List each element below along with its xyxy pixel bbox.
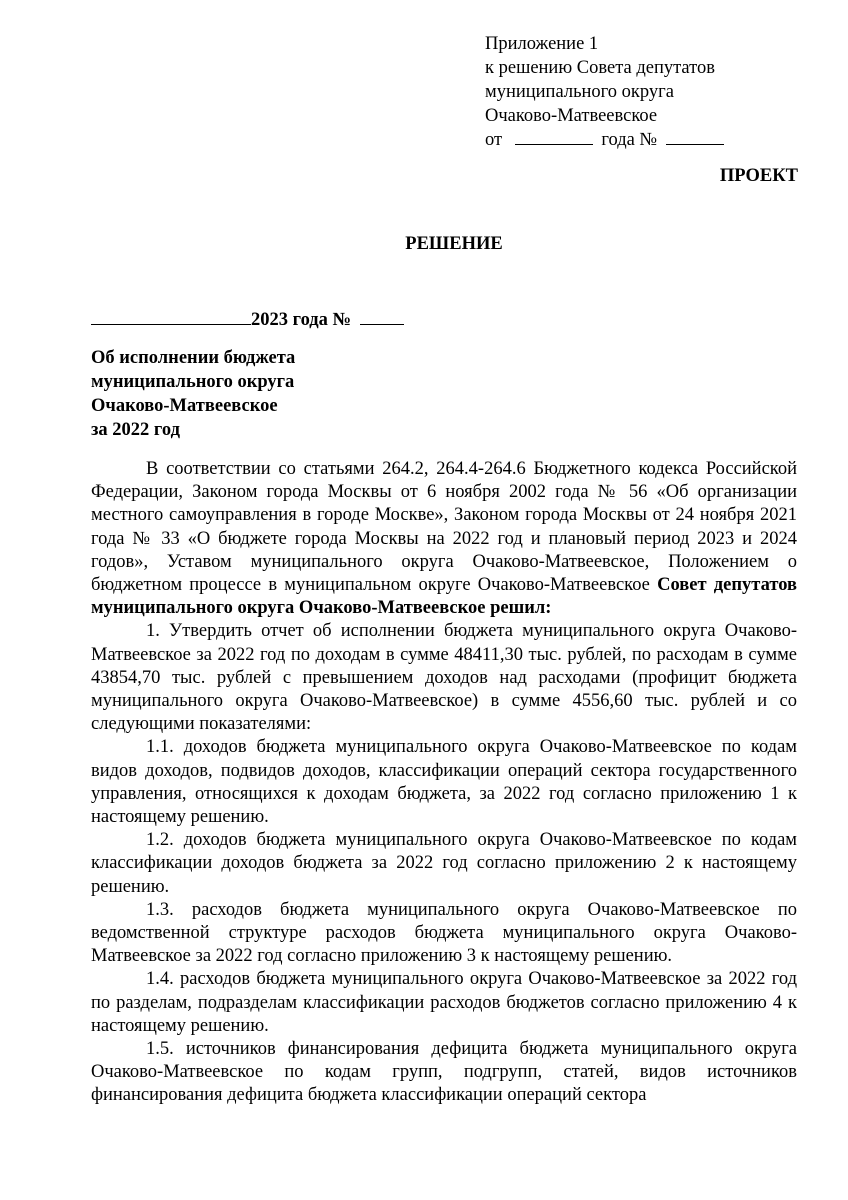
appendix-line-4: Очаково-Матвеевское [485,106,658,126]
preamble-paragraph [91,458,797,620]
appendix-line-3: муниципального округа [485,82,674,102]
item-1-4: 1.4. расходов бюджета муниципального округа Очаково-Матвеевское за 2022 год по разделам, подразделам классификации расходов бюджетов согласно приложению 4 к настоящему решению. [91,969,797,1036]
item-1-3: 1.3. расходов бюджета муниципального округа Очаково-Матвеевское по ведомственной структуре расходов бюджета муниципального округа Очаково-Матвеевское за 2022 год согласно приложению 3 к настоящему решению. [91,899,797,967]
decision-body [91,458,797,1108]
decision-date-line [91,308,404,331]
number-blank [666,128,724,145]
subject-line-4: за 2022 год [91,420,180,440]
subject-line-3: Очаково-Матвеевское [91,396,278,416]
appendix-date-line [485,128,724,152]
preamble-text: В соответствии со статьями 264.2, 264.4-264.6 Бюджетного кодекса Российской Федерации, Законом города Москвы от 6 ноября 2002 года № 56 «Об организации местного самоуправления в городе Москве», Законом города Москвы от 24 ноября 2021 года № 33 «О бюджете города Москвы на 2022 год и плановый период 2023 и 2024 годов», Уставом муниципального округа Очаково-Матвеевское, Положением о бюджетном процессе в муниципальном округе Очаково-Матвеевское [91,459,797,596]
preamble-bold-text: Совет депутатов муниципального округа Очаково-Матвеевское решил: [91,575,797,619]
item-1: 1. Утвердить отчет об исполнении бюджета муниципального округа Очаково-Матвеевское за 2022 год по доходам в сумме 48411,30 тыс. рублей, по расходам в сумме 43854,70 тыс. рублей с превышением доходов над расходами (профицит бюджета муниципального округа Очаково-Матвеевское) в сумме 4556,60 тыс. рублей и со следующими показателями: [91,621,797,735]
appendix-header [485,32,724,152]
item-1-1: 1.1. доходов бюджета муниципального округа Очаково-Матвеевское по кодам видов доходов, подвидов доходов, классификации операций сектора государственного управления, относящихся к доходам бюджета, за 2022 год согласно приложению 1 к настоящему решению. [91,737,797,828]
decision-date-blank [91,308,251,325]
status-label: ПРОЕКТ [719,166,798,186]
appendix-line-2: к решению Совета депутатов [485,58,715,78]
appendix-from-label: от [485,130,503,150]
decision-number-blank [360,308,404,325]
decision-subject [91,346,295,442]
subject-line-2: муниципального округа [91,372,295,392]
item-1-5: 1.5. источников финансирования дефицита бюджета муниципального округа Очаково-Матвеевское по кодам групп, подгрупп, статей, видов источников финансирования дефицита бюджета классификации операций сектора [91,1039,797,1106]
appendix-year-label: года № [601,130,658,150]
decision-year-text: 2023 года № [251,310,352,330]
item-1-2: 1.2. доходов бюджета муниципального округа Очаково-Матвеевское по кодам классификации доходов бюджета за 2022 год согласно приложению 2 к настоящему решению. [91,830,797,897]
page-title: РЕШЕНИЕ [405,234,503,254]
appendix-line-1: Приложение 1 [485,34,599,54]
date-blank [515,128,593,145]
subject-line-1: Об исполнении бюджета [91,348,296,368]
